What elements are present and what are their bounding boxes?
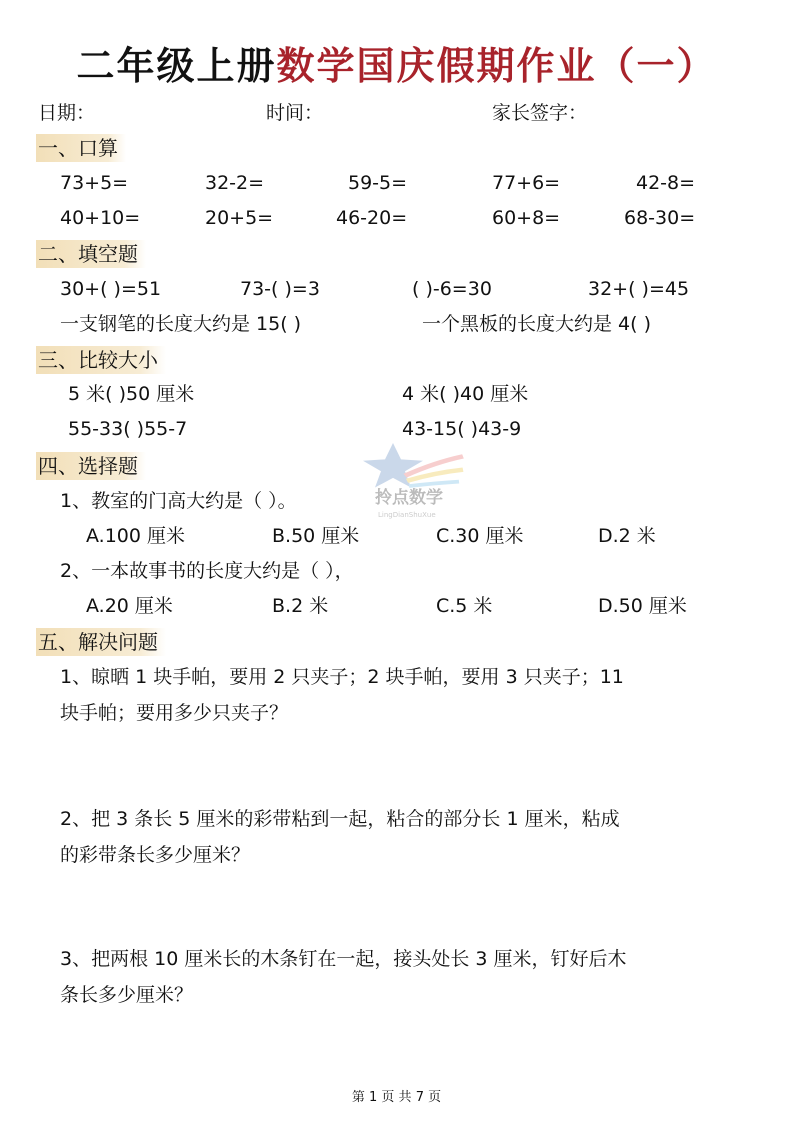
question: 2、一本故事书的长度大约是（ ）， — [60, 560, 354, 582]
option: B.2 米 — [272, 595, 329, 617]
problem-text: 的彩带条长多少厘米？ — [60, 844, 251, 866]
option: A.100 厘米 — [86, 525, 186, 547]
section-title: 三、比较大小 — [36, 346, 166, 374]
watermark-subtext: LingDianShuXue — [378, 511, 436, 519]
compare-item: 4 米( )40 厘米 — [402, 383, 529, 405]
title-black: 二年级上册 — [76, 44, 277, 88]
option: A.20 厘米 — [86, 595, 173, 617]
problem-text: 2、把 3 条长 5 厘米的彩带粘到一起，粘合的部分长 1 厘米，粘成 — [60, 808, 620, 830]
option: C.5 米 — [436, 595, 493, 617]
option: D.2 米 — [598, 525, 656, 547]
title-red: 数学国庆假期作业（一） — [276, 44, 717, 88]
fill-item: 73-( )=3 — [240, 278, 320, 300]
arith-item: 77+6= — [492, 172, 561, 194]
arith-item: 20+5= — [205, 207, 274, 229]
fill-item: 32+( )=45 — [588, 278, 690, 300]
arith-item: 42-8= — [636, 172, 696, 194]
fill-item: 30+( )=51 — [60, 278, 162, 300]
compare-item: 5 米( )50 厘米 — [68, 383, 195, 405]
problem-text: 3、把两根 10 厘米长的木条钉在一起，接头处长 3 厘米，钉好后木 — [60, 948, 627, 970]
watermark-star-icon — [355, 440, 465, 492]
section-title: 四、选择题 — [36, 452, 146, 480]
watermark-text: 拎点数学 — [375, 488, 443, 508]
date-label: 日期： — [38, 102, 96, 124]
arith-item: 73+5= — [60, 172, 129, 194]
compare-item: 43-15( )43-9 — [402, 418, 522, 440]
fill-item: ( )-6=30 — [412, 278, 492, 300]
option: B.50 厘米 — [272, 525, 360, 547]
section-title: 一、口算 — [36, 134, 126, 162]
arith-item: 32-2= — [205, 172, 265, 194]
option: C.30 厘米 — [436, 525, 524, 547]
arith-item: 60+8= — [492, 207, 561, 229]
arith-item: 68-30= — [624, 207, 696, 229]
arith-item: 59-5= — [348, 172, 408, 194]
question: 1、教室的门高大约是（ ）。 — [60, 490, 297, 512]
arith-item: 46-20= — [336, 207, 408, 229]
option: D.50 厘米 — [598, 595, 687, 617]
section-title: 五、解决问题 — [36, 628, 166, 656]
compare-item: 55-33( )55-7 — [68, 418, 188, 440]
problem-text: 1、晾晒 1 块手帕，要用 2 只夹子；2 块手帕，要用 3 只夹子；11 — [60, 666, 624, 688]
page-title — [0, 44, 793, 90]
problem-text: 块手帕；要用多少只夹子？ — [60, 702, 289, 724]
page-footer: 第 1 页 共 7 页 — [351, 1090, 442, 1105]
fill-item: 一个黑板的长度大约是 4( ) — [422, 313, 651, 335]
arith-item: 40+10= — [60, 207, 141, 229]
sign-label: 家长签字： — [492, 102, 588, 124]
problem-text: 条长多少厘米？ — [60, 984, 194, 1006]
time-label: 时间： — [266, 102, 324, 124]
fill-item: 一支钢笔的长度大约是 15( ) — [60, 313, 302, 335]
section-title: 二、填空题 — [36, 240, 146, 268]
